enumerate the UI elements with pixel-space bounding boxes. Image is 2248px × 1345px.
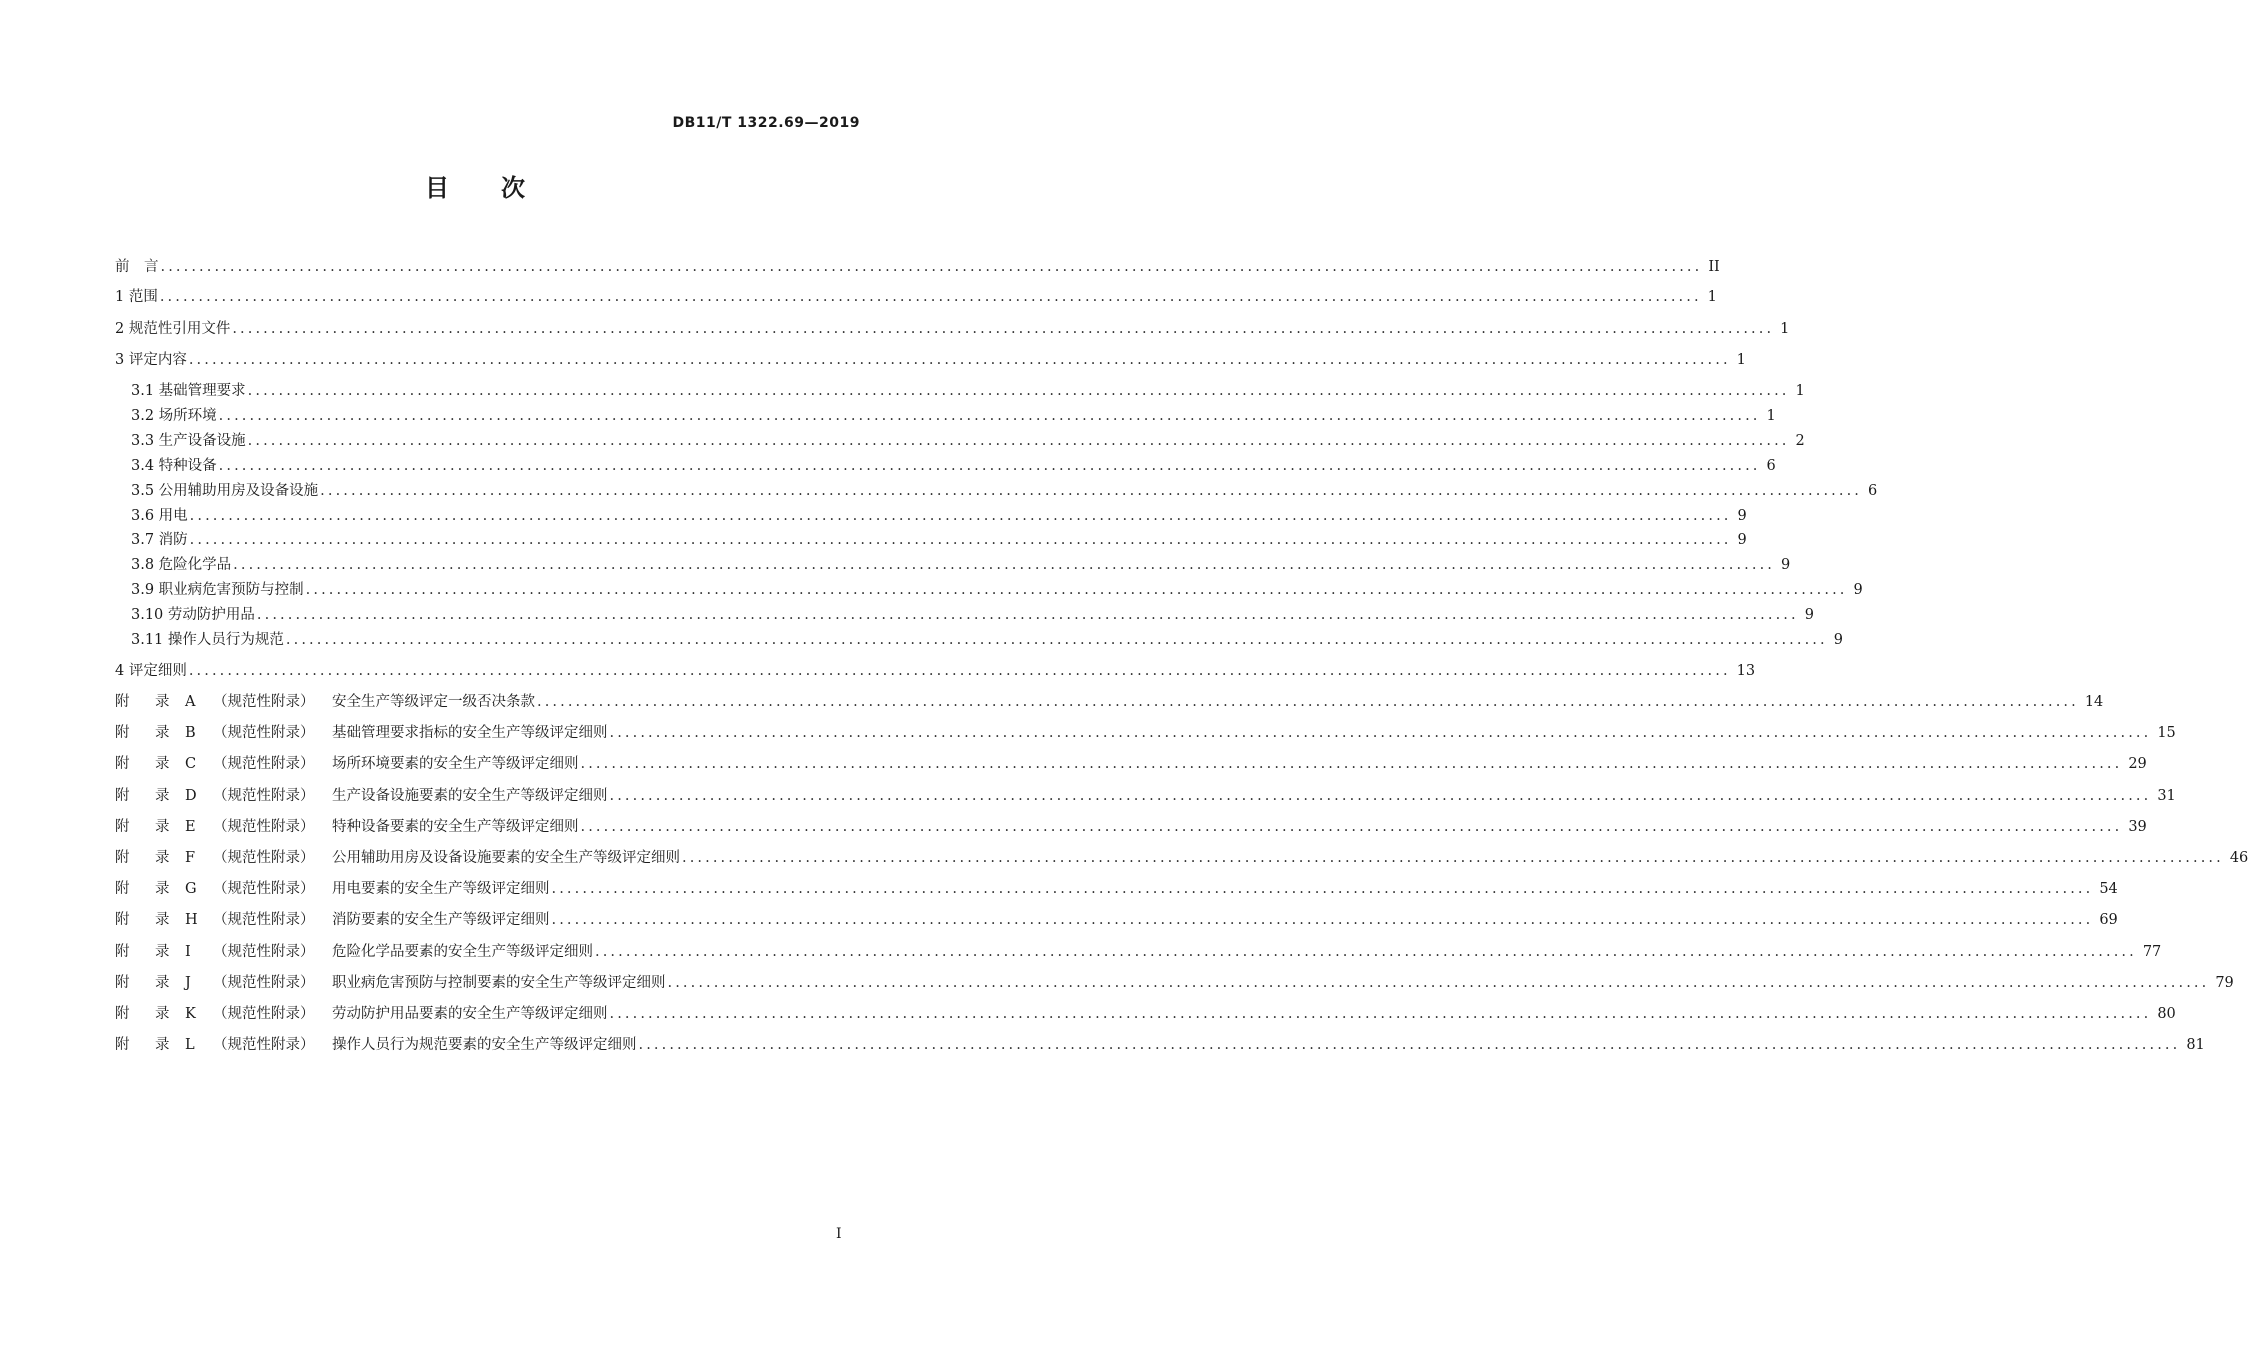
toc-leader-dots: ........................................................................................................................................................................................................ xyxy=(580,818,2123,835)
toc-subentry-page: 9 xyxy=(1804,607,1814,624)
toc-entry[interactable] xyxy=(131,455,1776,477)
toc-leader-dots: ........................................................................................................................................................................................................ xyxy=(247,432,1790,449)
toc-appendix-entry[interactable] xyxy=(115,878,2118,900)
toc-appendix-entry[interactable] xyxy=(115,722,2176,744)
appendix-word-1: 附 xyxy=(115,756,130,773)
toc-subentry-page: 1 xyxy=(1795,383,1805,399)
appendix-word-2: 录 xyxy=(155,818,170,835)
toc-entry[interactable] xyxy=(131,405,1776,427)
appendix-word-1: 附 xyxy=(115,1006,130,1022)
appendix-title: 特种设备要素的安全生产等级评定细则 xyxy=(332,818,579,835)
toc-appendix-entry[interactable] xyxy=(115,1003,2176,1025)
toc-leader-dots: ........................................................................................................................................................................................................ xyxy=(232,321,1775,337)
appendix-page: 69 xyxy=(2099,912,2118,929)
appendix-type: （规范性附录） xyxy=(213,694,315,710)
appendix-word-1: 附 xyxy=(115,943,130,960)
appendix-word-1: 附 xyxy=(115,912,130,929)
toc-appendix-entry[interactable] xyxy=(115,972,2234,994)
appendix-title: 消防要素的安全生产等级评定细则 xyxy=(332,912,550,929)
appendix-prefix xyxy=(115,691,332,713)
appendix-page: 77 xyxy=(2142,943,2162,960)
appendix-word-1: 附 xyxy=(115,725,130,742)
appendix-prefix xyxy=(115,972,332,994)
appendix-title: 生产设备设施要素的安全生产等级评定细则 xyxy=(332,787,608,804)
appendix-word-2: 录 xyxy=(155,943,170,960)
toc-leader-dots: ........................................................................................................................................................................................................ xyxy=(551,881,2094,898)
toc-entry-label: 前 言 xyxy=(115,259,159,275)
toc-entry[interactable] xyxy=(131,604,1814,626)
toc-subentry-page: 9 xyxy=(1781,557,1791,574)
appendix-letter: B xyxy=(185,725,196,742)
toc-title-char-2: 次 xyxy=(501,174,525,202)
toc-leader-dots: ........................................................................................................................................................................................................ xyxy=(320,482,1862,499)
appendix-letter: F xyxy=(185,850,196,866)
appendix-word-2: 录 xyxy=(155,694,170,710)
appendix-word-2: 录 xyxy=(155,850,170,866)
appendix-prefix xyxy=(115,878,332,900)
toc-subentry-label: 3.4 特种设备 xyxy=(131,457,217,474)
appendix-word-1: 附 xyxy=(115,818,130,835)
appendix-title: 职业病危害预防与控制要素的安全生产等级评定细则 xyxy=(332,974,666,991)
toc-leader-dots: ........................................................................................................................................................................................................ xyxy=(160,259,1703,275)
appendix-word-1: 附 xyxy=(115,881,130,898)
toc-subentry-label: 3.8 危险化学品 xyxy=(131,557,232,574)
toc-subentry-page: 6 xyxy=(1766,457,1776,474)
appendix-page: 15 xyxy=(2157,725,2176,742)
toc-subentry-page: 9 xyxy=(1833,632,1843,648)
toc-appendix-entry[interactable] xyxy=(115,909,2118,931)
toc-leader-dots: ........................................................................................................................................................................................................ xyxy=(189,532,1732,549)
appendix-page: 14 xyxy=(2084,694,2104,710)
toc-entry-page: II xyxy=(1708,259,1720,275)
appendix-letter: I xyxy=(185,943,191,960)
toc-leader-dots: ........................................................................................................................................................................................................ xyxy=(551,912,2094,929)
appendix-word-2: 录 xyxy=(155,881,170,898)
appendix-letter: G xyxy=(185,881,197,898)
toc-entry-label: 1 范围 xyxy=(115,289,158,305)
appendix-page: 80 xyxy=(2157,1006,2176,1022)
toc-leader-dots: ........................................................................................................................................................................................................ xyxy=(247,383,1790,399)
appendix-letter: J xyxy=(185,974,191,991)
appendix-title: 安全生产等级评定一级否决条款 xyxy=(332,694,535,710)
appendix-title: 操作人员行为规范要素的安全生产等级评定细则 xyxy=(332,1037,637,1054)
appendix-type: （规范性附录） xyxy=(213,974,315,991)
toc-leader-dots: ........................................................................................................................................................................................................ xyxy=(595,943,2137,960)
appendix-prefix xyxy=(115,1034,332,1056)
appendix-word-2: 录 xyxy=(155,1037,170,1054)
toc-leader-dots: ........................................................................................................................................................................................................ xyxy=(218,407,1761,424)
toc-entry[interactable] xyxy=(115,256,1720,278)
toc-entry[interactable] xyxy=(115,318,1790,340)
appendix-letter: L xyxy=(185,1037,195,1054)
appendix-word-2: 录 xyxy=(155,756,170,773)
toc-subentry-label: 3.7 消防 xyxy=(131,532,188,549)
toc-subentry-label: 3.5 公用辅助用房及设备设施 xyxy=(131,482,319,499)
appendix-prefix xyxy=(115,941,332,963)
toc-leader-dots: ........................................................................................................................................................................................................ xyxy=(285,632,1828,648)
toc-entry[interactable] xyxy=(131,480,1878,502)
toc-leader-dots: ........................................................................................................................................................................................................ xyxy=(609,787,2152,804)
toc-entry-page: 1 xyxy=(1736,352,1746,368)
toc-leader-dots: ........................................................................................................................................................................................................ xyxy=(159,289,1702,305)
toc-subentry-label: 3.10 劳动防护用品 xyxy=(131,607,255,624)
toc-leader-dots: ........................................................................................................................................................................................................ xyxy=(256,607,1799,624)
toc-entry-page: 13 xyxy=(1736,663,1756,679)
toc-subentry-label: 3.11 操作人员行为规范 xyxy=(131,632,284,648)
toc-leader-dots: ........................................................................................................................................................................................................ xyxy=(580,756,2123,773)
toc-subentry-page: 9 xyxy=(1737,532,1747,549)
appendix-word-2: 录 xyxy=(155,725,170,742)
toc-leader-dots: ........................................................................................................................................................................................................ xyxy=(189,507,1732,524)
toc-leader-dots: ........................................................................................................................................................................................................ xyxy=(305,582,1848,599)
toc-subentry-label: 3.3 生产设备设施 xyxy=(131,432,246,449)
appendix-word-1: 附 xyxy=(115,1037,130,1054)
appendix-page: 39 xyxy=(2128,818,2147,835)
toc-leader-dots: ........................................................................................................................................................................................................ xyxy=(609,1006,2152,1022)
appendix-word-2: 录 xyxy=(155,1006,170,1022)
toc-appendix-entry[interactable] xyxy=(115,847,2248,869)
toc-leader-dots: ........................................................................................................................................................................................................ xyxy=(188,663,1731,679)
appendix-type: （规范性附录） xyxy=(213,787,315,804)
toc-leader-dots: ........................................................................................................................................................................................................ xyxy=(233,557,1775,574)
appendix-page: 29 xyxy=(2128,756,2147,773)
appendix-word-1: 附 xyxy=(115,974,130,991)
appendix-prefix xyxy=(115,1003,332,1025)
appendix-page: 46 xyxy=(2229,850,2248,866)
toc-entry[interactable] xyxy=(115,349,1746,371)
toc-leader-dots: ........................................................................................................................................................................................................ xyxy=(609,725,2152,742)
appendix-prefix xyxy=(115,909,332,931)
appendix-title: 劳动防护用品要素的安全生产等级评定细则 xyxy=(332,1006,608,1022)
toc-subentry-label: 3.6 用电 xyxy=(131,507,188,524)
toc-entry-label: 2 规范性引用文件 xyxy=(115,321,231,337)
toc-subentry-page: 9 xyxy=(1853,582,1863,599)
toc-leader-dots: ........................................................................................................................................................................................................ xyxy=(682,850,2224,866)
toc-entry-label: 4 评定细则 xyxy=(115,663,187,679)
toc-entry[interactable] xyxy=(131,629,1843,651)
toc-entry[interactable] xyxy=(115,286,1717,308)
toc-appendix-entry[interactable] xyxy=(115,941,2162,963)
toc-subentry-page: 1 xyxy=(1766,407,1776,424)
appendix-title: 危险化学品要素的安全生产等级评定细则 xyxy=(332,943,593,960)
toc-subentry-page: 2 xyxy=(1795,432,1805,449)
appendix-word-2: 录 xyxy=(155,787,170,804)
appendix-word-2: 录 xyxy=(155,912,170,929)
toc-subentry-label: 3.1 基础管理要求 xyxy=(131,383,246,399)
toc-entry[interactable] xyxy=(131,579,1863,601)
appendix-type: （规范性附录） xyxy=(213,912,315,929)
appendix-prefix xyxy=(115,847,332,869)
toc-title-char-1: 目 xyxy=(425,174,449,202)
appendix-title: 公用辅助用房及设备设施要素的安全生产等级评定细则 xyxy=(332,850,680,866)
document-code: DB11/T 1322.69—2019 xyxy=(672,115,860,131)
appendix-letter: A xyxy=(185,694,196,710)
appendix-word-1: 附 xyxy=(115,850,130,866)
toc-leader-dots: ........................................................................................................................................................................................................ xyxy=(667,974,2210,991)
toc-appendix-entry[interactable] xyxy=(115,816,2147,838)
appendix-type: （规范性附录） xyxy=(213,1037,315,1054)
appendix-page: 54 xyxy=(2099,881,2118,898)
toc-entry-label: 3 评定内容 xyxy=(115,352,187,368)
appendix-type: （规范性附录） xyxy=(213,1006,315,1022)
toc-subentry-page: 9 xyxy=(1737,507,1747,524)
toc-entry[interactable] xyxy=(131,505,1747,527)
toc-subentry-label: 3.2 场所环境 xyxy=(131,407,217,424)
appendix-letter: H xyxy=(185,912,198,929)
appendix-type: （规范性附录） xyxy=(213,756,315,773)
toc-leader-dots: ........................................................................................................................................................................................................ xyxy=(218,457,1761,474)
toc-entry[interactable] xyxy=(131,380,1805,402)
appendix-title: 场所环境要素的安全生产等级评定细则 xyxy=(332,756,579,773)
appendix-type: （规范性附录） xyxy=(213,818,315,835)
appendix-prefix xyxy=(115,816,332,838)
appendix-title: 基础管理要求指标的安全生产等级评定细则 xyxy=(332,725,608,742)
toc-entry[interactable] xyxy=(131,554,1791,576)
toc-entry-page: 1 xyxy=(1707,289,1717,305)
appendix-prefix xyxy=(115,785,332,807)
toc-entry[interactable] xyxy=(131,529,1747,551)
toc-subentry-page: 6 xyxy=(1868,482,1878,499)
appendix-prefix xyxy=(115,722,332,744)
appendix-letter: C xyxy=(185,756,197,773)
appendix-word-2: 录 xyxy=(155,974,170,991)
appendix-prefix xyxy=(115,753,332,775)
appendix-title: 用电要素的安全生产等级评定细则 xyxy=(332,881,550,898)
toc-leader-dots: ........................................................................................................................................................................................................ xyxy=(537,694,2079,710)
appendix-word-1: 附 xyxy=(115,694,130,710)
toc-appendix-entry[interactable] xyxy=(115,785,2176,807)
appendix-type: （规范性附录） xyxy=(213,850,315,866)
appendix-type: （规范性附录） xyxy=(213,943,315,960)
toc-appendix-entry[interactable] xyxy=(115,691,2104,713)
appendix-page: 31 xyxy=(2157,787,2176,804)
toc-entry[interactable] xyxy=(115,660,1756,682)
appendix-letter: E xyxy=(185,818,196,835)
appendix-type: （规范性附录） xyxy=(213,725,315,742)
toc-leader-dots: ........................................................................................................................................................................................................ xyxy=(638,1037,2181,1054)
appendix-page: 81 xyxy=(2186,1037,2205,1054)
appendix-letter: D xyxy=(185,787,197,804)
toc-leader-dots: ........................................................................................................................................................................................................ xyxy=(188,352,1731,368)
appendix-type: （规范性附录） xyxy=(213,881,315,898)
toc-appendix-entry[interactable] xyxy=(115,753,2147,775)
toc-entry-page: 1 xyxy=(1780,321,1790,337)
toc-subentry-label: 3.9 职业病危害预防与控制 xyxy=(131,582,304,599)
appendix-word-1: 附 xyxy=(115,787,130,804)
toc-entry[interactable] xyxy=(131,430,1805,452)
toc-appendix-entry[interactable] xyxy=(115,1034,2205,1056)
page-number: I xyxy=(836,1226,842,1242)
appendix-letter: K xyxy=(185,1006,196,1022)
appendix-page: 79 xyxy=(2215,974,2234,991)
